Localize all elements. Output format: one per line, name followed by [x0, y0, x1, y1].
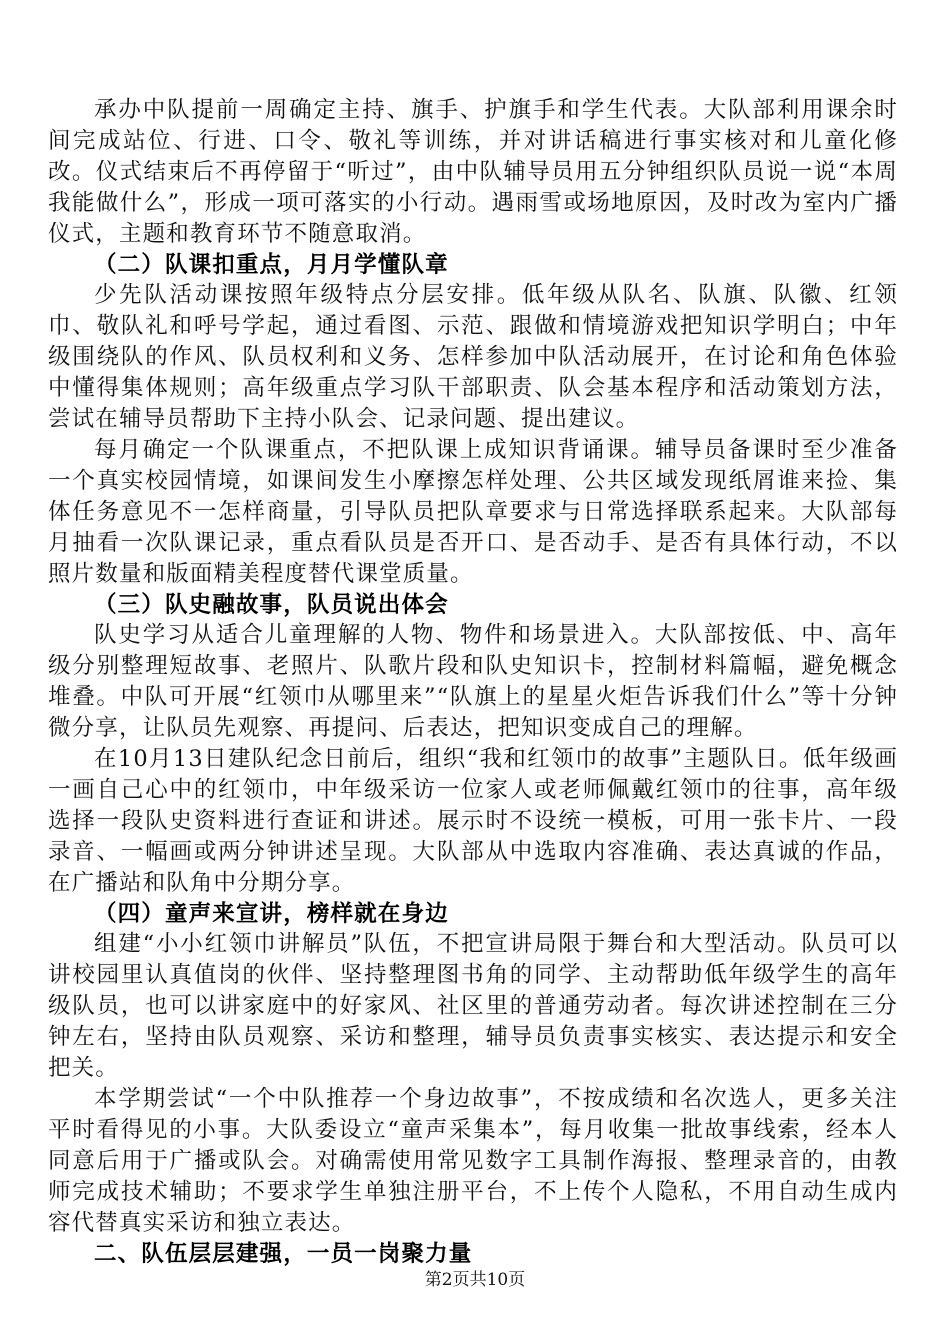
document-body — [48, 95, 898, 1269]
paragraph-history-stories: 队史学习从适合儿童理解的人物、物件和场景进入。大队部按低、中、高年级分别整理短故事、老照片、队歌片段和队史知识卡，控制材料篇幅，避免概念堆叠。中队可开展“红领巾从哪里来”“队旗上的星星火炬告诉我们什么”等十分钟微分享，让队员先观察、再提问、后表达，把知识变成自己的理解。 — [48, 622, 898, 742]
page-number: 第2页共10页 — [424, 1270, 526, 1290]
chapter-heading: 二、队伍层层建强，一员一岗聚力量 — [94, 1240, 473, 1267]
section-heading-4: （四）童声来宣讲，榜样就在身边 — [94, 900, 449, 927]
paragraph-narrators: 组建“小小红领巾讲解员”队伍，不把宣讲局限于舞台和大型活动。队员可以讲校园里认真值岗的伙伴、坚持整理图书角的同学、主动帮助低年级学生的高年级队员，也可以讲家庭中的好家风、社区里的普通劳动者。每次讲述控制在三分钟左右，坚持由队员观察、采访和整理，辅导员负责事实核实、表达提示和安全把关。 — [48, 931, 898, 1082]
section-heading-2: （二）队课扣重点，月月学懂队章 — [94, 251, 449, 278]
paragraph-founding-day: 在10月13日建队纪念日前后，组织“我和红领巾的故事”主题队日。低年级画一画自己心中的红领巾，中年级采访一位家人或老师佩戴红领巾的往事，高年级选择一段队史资料进行查证和讲述。展示时不设统一模板，可用一张卡片、一段录音、一幅画或两分钟讲述呈现。大队部从中选取内容准确、表达真诚的作品，在广播站和队角中分期分享。 — [48, 746, 898, 896]
paragraph-grade-levels: 少先队活动课按照年级特点分层安排。低年级从队名、队旗、队徽、红领巾、敬队礼和呼号学起，通过看图、示范、跟做和情境游戏把知识学明白；中年级围绕队的作风、队员权利和义务、怎样参加中队活动展开，在讨论和角色体验中懂得集体规则；高年级重点学习队干部职责、队会基本程序和活动策划方法，尝试在辅导员帮助下主持小队会、记录问题、提出建议。 — [48, 282, 898, 433]
paragraph-story-collection: 本学期尝试“一个中队推荐一个身边故事”，不按成绩和名次选人，更多关注平时看得见的小事。大队委设立“童声采集本”，每月收集一批故事线索，经本人同意后用于广播或队会。对确需使用常见数字工具制作海报、整理录音的，由教师完成技术辅助；不要求学生单独注册平台，不上传个人隐私，不用自动生成内容代替真实采访和独立表达。 — [48, 1086, 898, 1236]
paragraph-monthly-focus: 每月确定一个队课重点，不把队课上成知识背诵课。辅导员备课时至少准备一个真实校园情境，如课间发生小摩擦怎样处理、公共区域发现纸屑谁来捡、集体任务意见不一怎样商量，引导队员把队章要求与日常选择联系起来。大队部每月抽看一次队课记录，重点看队员是否开口、是否动手、是否有具体行动，不以照片数量和版面精美程度替代课堂质量。 — [48, 436, 898, 587]
section-heading-3: （三）队史融故事，队员说出体会 — [94, 591, 449, 618]
paragraph-ceremony-preparation: 承办中队提前一周确定主持、旗手、护旗手和学生代表。大队部利用课余时间完成站位、行进、口令、敬礼等训练，并对讲话稿进行事实核对和儿童化修改。仪式结束后不再停留于“听过”，由中队辅导员用五分钟组织队员说一说“本周我能做什么”，形成一项可落实的小行动。遇雨雪或场地原因，及时改为室内广播仪式，主题和教育环节不随意取消。 — [48, 97, 898, 247]
